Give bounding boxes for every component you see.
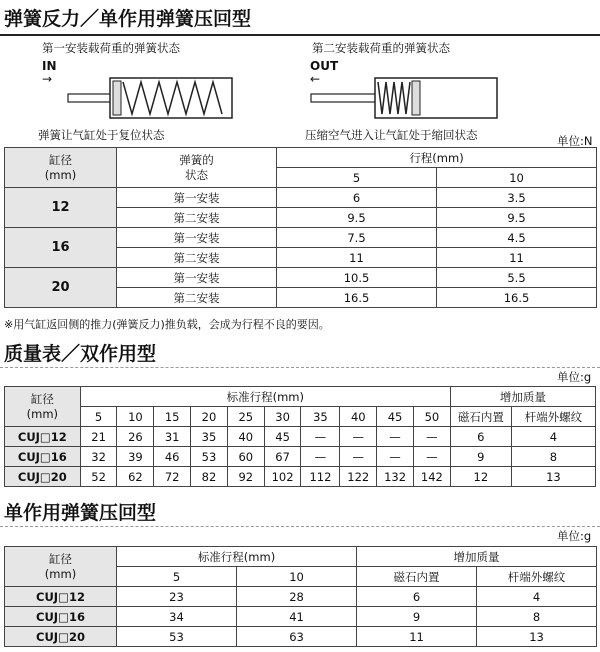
value-cell: 5.5 [437, 268, 597, 288]
value-cell: 3.5 [437, 188, 597, 208]
value-cell: 67 [264, 447, 301, 467]
model-cell: CUJ□12 [5, 427, 81, 447]
in-label: IN [42, 59, 57, 73]
footnote: ※用气缸返回侧的推力(弹簧反力)推负载，会成为行程不良的要因。 [4, 318, 330, 331]
in-arrow: → [42, 72, 53, 86]
right-diagram-caption: 压缩空气进入让气缸处于缩回状态 [305, 128, 478, 142]
col-added: 增加质量 [450, 387, 595, 407]
value-cell: 92 [227, 467, 264, 487]
piston [113, 81, 121, 115]
value-cell: 41 [237, 607, 357, 627]
value-cell: 142 [413, 467, 450, 487]
added-cell: 8 [477, 607, 597, 627]
spring-return-mass-table [4, 546, 597, 647]
value-cell: — [301, 427, 340, 447]
piston-rod [68, 94, 113, 102]
added-cell: 13 [511, 467, 595, 487]
added-header: 磁石内置 [357, 567, 477, 587]
value-cell: 11 [437, 248, 597, 268]
value-cell: — [377, 447, 414, 467]
bore-cell: 20 [5, 268, 117, 308]
col-stroke: 行程(mm) [277, 148, 597, 168]
value-cell: 46 [154, 447, 191, 467]
col-stroke: 标准行程(mm) [80, 387, 450, 407]
state-cell: 第一安装 [117, 188, 277, 208]
stroke-header: 15 [154, 407, 191, 427]
value-cell: 16.5 [277, 288, 437, 308]
section1-title: 弹簧反力／单作用弹簧压回型 [4, 8, 252, 30]
state-cell: 第二安装 [117, 288, 277, 308]
value-cell: — [413, 447, 450, 467]
state-cell: 第一安装 [117, 228, 277, 248]
section3-rule [0, 526, 600, 527]
value-cell: 122 [340, 467, 377, 487]
value-cell: — [377, 427, 414, 447]
out-arrow: ← [310, 72, 321, 86]
left-diagram-caption: 弹簧让气缸处于复位状态 [38, 128, 165, 142]
value-cell: 7.5 [277, 228, 437, 248]
value-cell: 10.5 [277, 268, 437, 288]
value-cell: 40 [227, 427, 264, 447]
value-cell: 9.5 [277, 208, 437, 228]
value-cell: 23 [117, 587, 237, 607]
model-cell: CUJ□20 [5, 627, 117, 647]
spring-compressed-diagram [305, 64, 505, 124]
value-cell: 63 [237, 627, 357, 647]
added-cell: 13 [477, 627, 597, 647]
value-cell: 112 [301, 467, 340, 487]
value-cell: — [340, 447, 377, 467]
stroke-header: 10 [437, 168, 597, 188]
added-cell: 11 [357, 627, 477, 647]
added-cell: 4 [511, 427, 595, 447]
section3-title: 单作用弹簧压回型 [4, 502, 157, 524]
col-bore: 缸径 (mm) [5, 148, 117, 188]
added-cell: 6 [450, 427, 511, 447]
value-cell: 34 [117, 607, 237, 627]
added-cell: 12 [450, 467, 511, 487]
col-bore: 缸径 (mm) [5, 547, 117, 587]
stroke-header: 30 [264, 407, 301, 427]
state-cell: 第一安装 [117, 268, 277, 288]
value-cell: 45 [264, 427, 301, 447]
model-cell: CUJ□16 [5, 447, 81, 467]
value-cell: 102 [264, 467, 301, 487]
value-cell: 52 [80, 467, 117, 487]
value-cell: 16.5 [437, 288, 597, 308]
col-state: 弹簧的 状态 [117, 148, 277, 188]
section2-rule [0, 367, 600, 368]
value-cell: 53 [191, 447, 228, 467]
section1-rule [0, 34, 600, 36]
added-cell: 6 [357, 587, 477, 607]
unit-n: 单位:N [557, 134, 593, 148]
value-cell: 132 [377, 467, 414, 487]
stroke-header: 45 [377, 407, 414, 427]
unit-g: 单位:g [557, 370, 592, 384]
stroke-header: 5 [117, 567, 237, 587]
added-cell: 4 [477, 587, 597, 607]
value-cell: 35 [191, 427, 228, 447]
bore-cell: 16 [5, 228, 117, 268]
added-header: 杆端外螺纹 [477, 567, 597, 587]
stroke-header: 40 [340, 407, 377, 427]
spring-extended-diagram [40, 64, 240, 124]
stroke-header: 5 [277, 168, 437, 188]
value-cell: 11 [277, 248, 437, 268]
added-cell: 9 [357, 607, 477, 627]
section2-title: 质量表／双作用型 [4, 343, 157, 365]
value-cell: — [340, 427, 377, 447]
value-cell: — [301, 447, 340, 467]
stroke-header: 35 [301, 407, 340, 427]
value-cell: 62 [117, 467, 154, 487]
out-label: OUT [310, 59, 339, 73]
stroke-header: 10 [237, 567, 357, 587]
bore-cell: 12 [5, 188, 117, 228]
value-cell: 31 [154, 427, 191, 447]
unit-g: 单位:g [557, 529, 592, 543]
right-diagram-heading: 第二安装载荷重的弹簧状态 [312, 41, 450, 55]
value-cell: 4.5 [437, 228, 597, 248]
model-cell: CUJ□12 [5, 587, 117, 607]
added-cell: 9 [450, 447, 511, 467]
spring-force-table [4, 147, 597, 308]
value-cell: 60 [227, 447, 264, 467]
value-cell: 53 [117, 627, 237, 647]
value-cell: 39 [117, 447, 154, 467]
value-cell: 32 [80, 447, 117, 467]
state-cell: 第二安装 [117, 208, 277, 228]
left-diagram-heading: 第一安装载荷重的弹簧状态 [42, 41, 180, 55]
value-cell: 9.5 [437, 208, 597, 228]
col-stroke: 标准行程(mm) [117, 547, 357, 567]
piston [412, 81, 420, 115]
added-header: 磁石内置 [450, 407, 511, 427]
value-cell: 72 [154, 467, 191, 487]
col-added: 增加质量 [357, 547, 597, 567]
state-cell: 第二安装 [117, 248, 277, 268]
double-acting-mass-table [4, 386, 596, 487]
value-cell: 21 [80, 427, 117, 447]
model-cell: CUJ□16 [5, 607, 117, 627]
stroke-header: 5 [80, 407, 117, 427]
value-cell: 82 [191, 467, 228, 487]
value-cell: 28 [237, 587, 357, 607]
added-cell: 8 [511, 447, 595, 467]
col-bore: 缸径 (mm) [5, 387, 81, 427]
stroke-header: 25 [227, 407, 264, 427]
value-cell: 26 [117, 427, 154, 447]
stroke-header: 10 [117, 407, 154, 427]
stroke-header: 20 [191, 407, 228, 427]
value-cell: 6 [277, 188, 437, 208]
model-cell: CUJ□20 [5, 467, 81, 487]
stroke-header: 50 [413, 407, 450, 427]
value-cell: — [413, 427, 450, 447]
added-header: 杆端外螺纹 [511, 407, 595, 427]
